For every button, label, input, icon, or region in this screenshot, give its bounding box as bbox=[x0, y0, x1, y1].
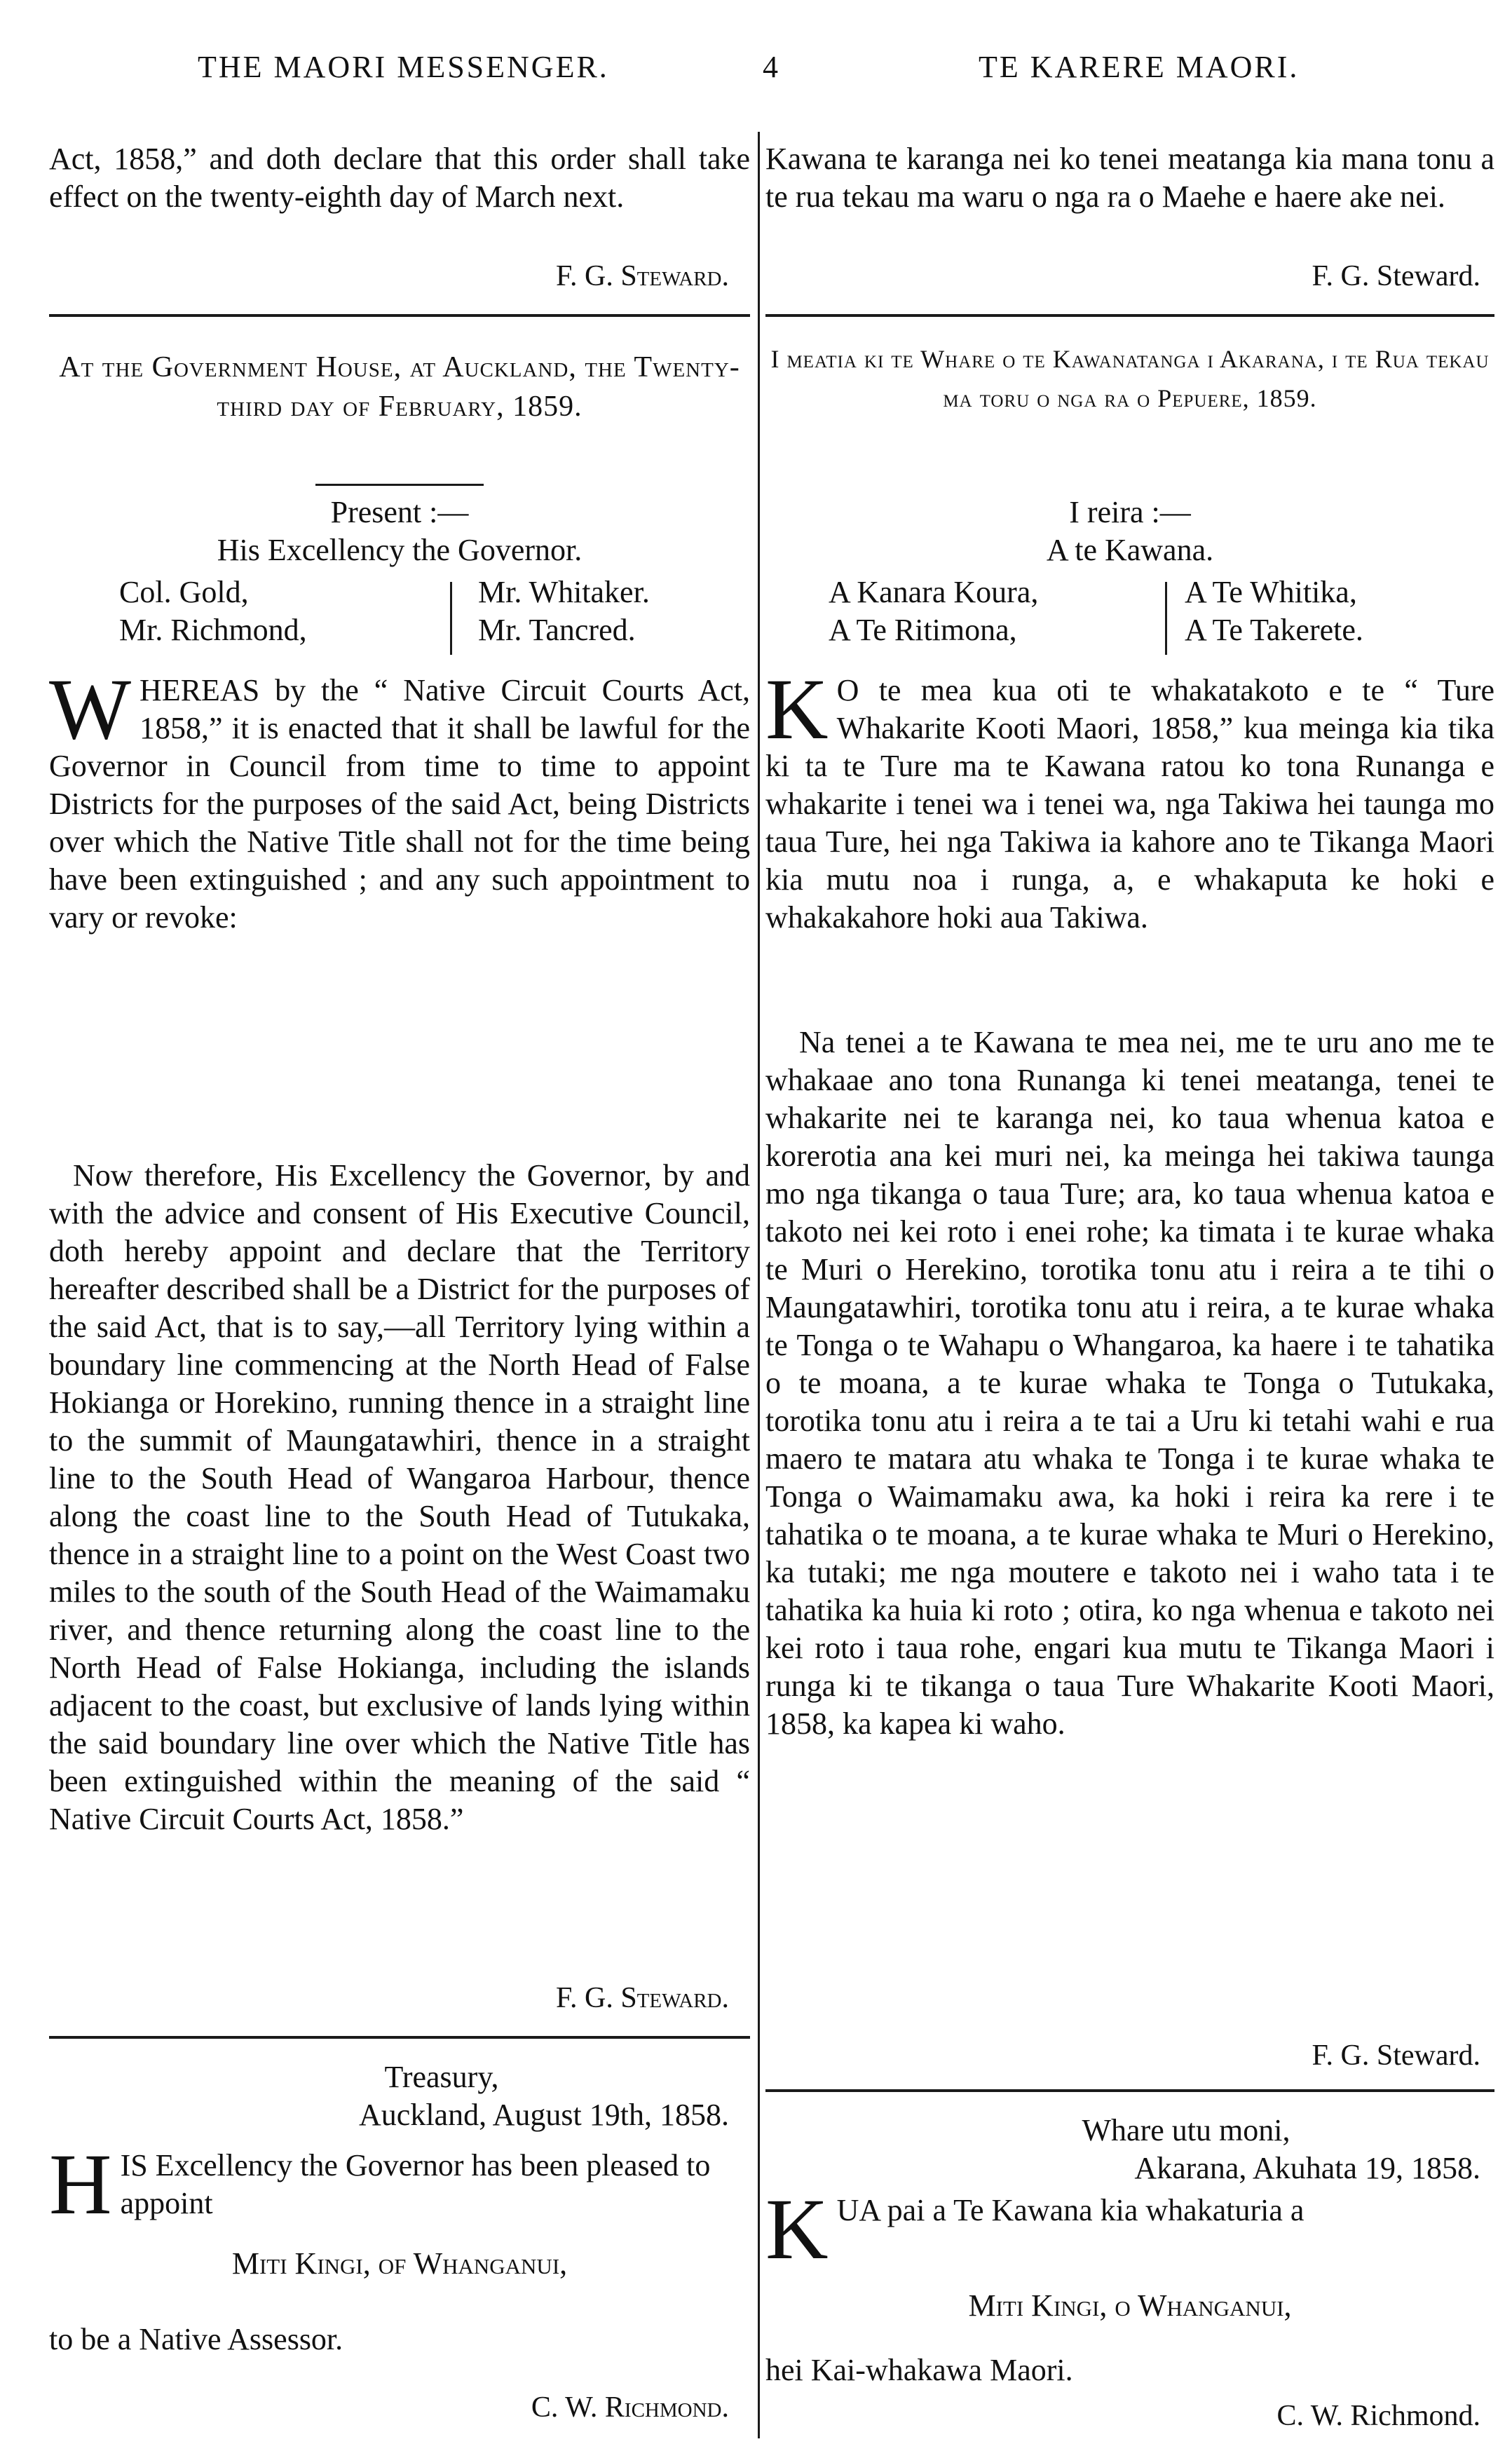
appointment-text: UA pai a Te Kawana kia whakaturia a bbox=[836, 2193, 1305, 2227]
appointee-role: to be a Native Assessor. bbox=[49, 2322, 343, 2356]
english-column bbox=[49, 0, 750, 2451]
drop-cap: K bbox=[765, 661, 829, 757]
page-number: 4 bbox=[763, 50, 780, 84]
member-name: A Te Takerete. bbox=[1185, 613, 1363, 647]
running-header-english: THE MAORI MESSENGER. bbox=[198, 50, 609, 84]
council-members-right bbox=[478, 573, 744, 649]
appointee-name: Miti Kingi, of Whanganui, bbox=[231, 2246, 568, 2281]
na-tenei-paragraph: Na tenei a te Kawana te mea nei, me te uru ano me te whakaae ano tona Runanga ki tenei meatanga, tenei te whakarite nei te karanga nei, ko taua whenua katoa e korerotia ana kei muri nei, ka meinga hei takiwa taunga mo nga tikanga o taua Ture; ara, ko taua whenua katoa e takoto nei kei roto i enei rohe; ka timata i te kurae whaka te Muri o Herekino, torotika tonu atu i reira a te tihi o Maungatawhiri, torotika tonu atu i reira, a te kurae whaka te Tonga o te Wahapu o Whangaroa, ka haere i te tahatika o te moana, a te kurae whaka te Tonga o Tutukaka, torotika tonu atu i reira a te tai a Uru ki tetahi wahi e rua maero te matara atu whaka te Tonga i te kurae whaka te Tonga o Waimamaku awa, ka hoki i reira ka rere i te tahatika o te moana, a te kurae whaka te Muri o Herekino, ka tutaki; me nga moutere e takoto nei i waho tata i te tahatika ka huia ki roto ; otira, ko nga whenua e takoto nei kei roto i taua rohe, engari kua mutu te Tikanga Maori i runga ki te tikanga o taua Ture Whakarite Kooti Maori, 1858, ka kapea ki waho. bbox=[765, 1025, 1494, 1741]
member-name: Col. Gold, bbox=[119, 575, 249, 609]
treasury-place-date: Akarana, Akuhata 19, 1858. bbox=[1134, 2151, 1480, 2185]
drop-cap: K bbox=[765, 2181, 829, 2277]
present-label: I reira :— bbox=[1069, 495, 1191, 529]
council-members-right bbox=[1185, 573, 1479, 649]
member-name: A Te Ritimona, bbox=[829, 613, 1017, 647]
drop-cap: W bbox=[49, 661, 132, 757]
order-in-council-heading: I meatia ki te Whare o te Kawanatanga i Akarana, i te Rua tekau ma toru o nga ra o Pepuere, 1859. bbox=[770, 345, 1490, 412]
member-name: Mr. Richmond, bbox=[119, 613, 307, 647]
short-rule bbox=[315, 484, 484, 486]
continued-notice-text: Act, 1858,” and doth declare that this order shall take effect on the twenty-eighth day of March next. bbox=[49, 142, 750, 214]
maori-column bbox=[765, 0, 1494, 2451]
ko-te-mea-text: O te mea kua oti te whakatakoto e te “ Ture Whakarite Kooti Maori, 1858,” kua meinga kia tika ki ta te Ture ma te Kawana ratou ko tona Runanga e whakarite i tenei wa i tenei wa, nga Takiwa hei taunga mo taua Ture, hei nga Takiwa ia kahore ano te Tikanga Maori kia mutu noa i runga, a, e whakaputa ke hoki e whakakahore hoki aua Takiwa. bbox=[765, 673, 1494, 935]
signature-richmond: C. W. Richmond. bbox=[531, 2391, 729, 2424]
running-header-maori: TE KARERE MAORI. bbox=[979, 50, 1300, 84]
appointment-text: IS Excellency the Governor has been pleased to appoint bbox=[120, 2148, 711, 2220]
now-therefore-paragraph: Now therefore, His Excellency the Governor, by and with the advice and consent of His Executive Council, doth hereby appoint and declare that the Territory hereafter described shall be a District for the purposes of the said Act, that is to say,—all Territory lying within a boundary line commencing at the North Head of False Hokianga or Horekino, running thence in a straight line to the summit of Maungatawhiri, thence in a straight line to the South Head of Wangaroa Harbour, thence along the coast line to the South Head of Tutukaka, thence in a straight line to a point on the West Coast two miles to the south of the South Head of the Waimamaku river, and thence returning along the coast line to the North Head of False Hokianga, including the islands adjacent to the coast, but exclusive of lands lying within the said boundary line over which the Native Title has been extinguished within the meaning of the said “ Native Circuit Courts Act, 1858.” bbox=[49, 1158, 750, 1836]
signature-steward: F. G. Steward. bbox=[556, 260, 729, 292]
council-members-left bbox=[119, 573, 414, 649]
treasury-title: Treasury, bbox=[384, 2060, 499, 2094]
order-in-council-heading: At the Government House, at Auckland, the Twenty-third day of February, 1859. bbox=[59, 351, 740, 423]
signature-steward: F. G. Steward. bbox=[1312, 260, 1480, 292]
council-members-left bbox=[829, 573, 1158, 649]
member-name: Mr. Whitaker. bbox=[478, 575, 650, 609]
drop-cap: H bbox=[49, 2136, 112, 2232]
treasury-place-date: Auckland, August 19th, 1858. bbox=[359, 2098, 729, 2132]
column-divider bbox=[758, 132, 760, 2438]
governor-line: His Excellency the Governor. bbox=[217, 533, 583, 567]
table-divider bbox=[450, 582, 452, 655]
member-name: A Kanara Koura, bbox=[829, 575, 1039, 609]
signature-richmond: C. W. Richmond. bbox=[1276, 2400, 1480, 2432]
whereas-text: HEREAS by the “ Native Circuit Courts Act, 1858,” it is enacted that it shall be lawful for the Governor in Council from time to time to appoint Districts for the purposes of the said Act, being Districts over which the Native Title shall not for the time being have been extinguished ; and any such appointment to vary or revoke: bbox=[49, 673, 750, 935]
signature-steward: F. G. Steward. bbox=[1312, 2039, 1480, 2072]
ko-te-mea-paragraph bbox=[765, 661, 1494, 937]
member-name: Mr. Tancred. bbox=[478, 613, 636, 647]
continued-notice-text: Kawana te karanga nei ko tenei meatanga kia mana tonu a te rua tekau ma waru o nga ra o Maehe e haere ake nei. bbox=[765, 142, 1494, 214]
table-divider bbox=[1165, 582, 1167, 655]
signature-steward: F. G. Steward. bbox=[556, 1982, 729, 2014]
governor-line: A te Kawana. bbox=[1046, 533, 1214, 567]
section-rule bbox=[765, 2089, 1494, 2092]
whereas-paragraph bbox=[49, 661, 750, 937]
present-label: Present :— bbox=[330, 495, 469, 529]
appointment-paragraph bbox=[765, 2181, 1494, 2277]
member-name: A Te Whitika, bbox=[1185, 575, 1357, 609]
section-rule bbox=[49, 314, 750, 317]
appointee-name: Miti Kingi, o Whanganui, bbox=[968, 2288, 1292, 2323]
section-rule bbox=[765, 314, 1494, 317]
treasury-title: Whare utu moni, bbox=[1082, 2113, 1290, 2147]
section-rule bbox=[49, 2036, 750, 2039]
appointee-role: hei Kai-whakawa Maori. bbox=[765, 2353, 1073, 2387]
appointment-paragraph bbox=[49, 2136, 750, 2232]
